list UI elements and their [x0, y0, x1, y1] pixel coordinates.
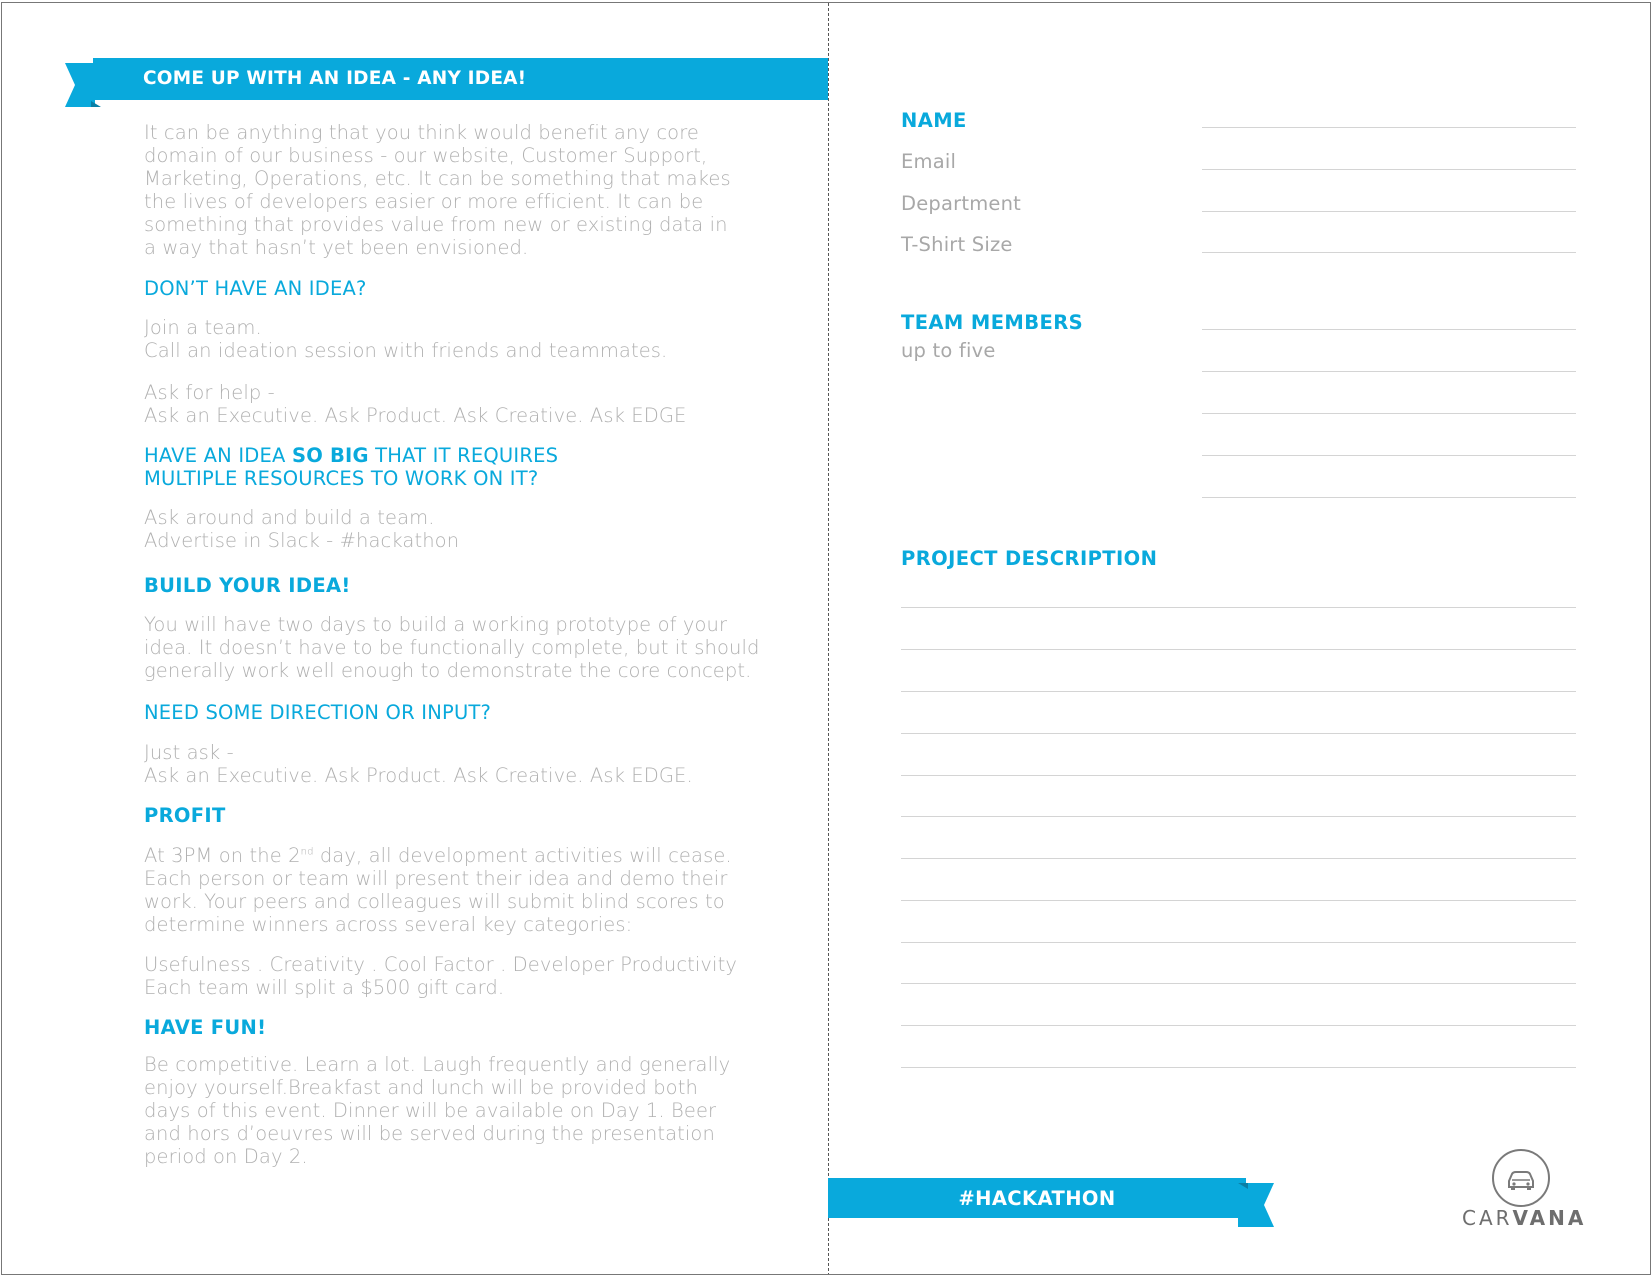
description-line[interactable]	[901, 691, 1576, 692]
direction-heading: NEED SOME DIRECTION OR INPUT?	[144, 701, 492, 724]
description-line[interactable]	[901, 733, 1576, 734]
big-idea-heading-pre: HAVE AN IDEA	[144, 444, 292, 467]
build-text: You will have two days to build a working prototype of your idea. It doesn’t have to be functionally complete, but it should generally work well enough to demonstrate the core concept.	[144, 613, 760, 682]
profit-heading: PROFIT	[144, 804, 226, 827]
no-idea-heading: DON’T HAVE AN IDEA?	[144, 277, 367, 300]
title-banner	[93, 58, 828, 100]
description-line[interactable]	[901, 983, 1576, 984]
team-member-line[interactable]	[1202, 455, 1576, 456]
team-members-sub: up to five	[901, 339, 996, 362]
description-line[interactable]	[901, 900, 1576, 901]
ribbon-tail-icon	[65, 63, 101, 107]
profit-line-1-sup: nd	[300, 846, 314, 858]
description-line[interactable]	[901, 816, 1576, 817]
department-label: Department	[901, 192, 1021, 215]
logo-text-light: CAR	[1462, 1206, 1513, 1230]
name-line[interactable]	[1202, 127, 1576, 128]
description-line[interactable]	[901, 1067, 1576, 1068]
no-idea-text-2: Ask for help - Ask an Executive. Ask Product. Ask Creative. Ask EDGE	[144, 381, 687, 427]
description-line[interactable]	[901, 858, 1576, 859]
big-idea-heading-bold: SO BIG	[291, 444, 369, 467]
profit-line-1-post: day, all development activities will cease.	[313, 844, 732, 867]
team-members-label: TEAM MEMBERS	[901, 311, 1084, 334]
team-member-line[interactable]	[1202, 413, 1576, 414]
profit-categories-text: Usefulness . Creativity . Cool Factor . Developer Productivity Each team will split a $500 gift card.	[144, 953, 737, 999]
big-idea-heading	[144, 444, 558, 490]
big-idea-text: Ask around and build a team. Advertise in Slack - #hackathon	[144, 506, 460, 552]
big-idea-heading-line2: MULTIPLE RESOURCES TO WORK ON IT?	[144, 467, 539, 490]
intro-paragraph: It can be anything that you think would benefit any core domain of our business - our website, Customer Support, Marketing, Operations, etc. It can be something that makes the lives of developers easier or more efficient. It can be something that provides value from new or existing data in a way that hasn’t yet been envisioned.	[144, 121, 731, 259]
description-line[interactable]	[901, 775, 1576, 776]
description-line[interactable]	[901, 649, 1576, 650]
car-logo-icon	[1492, 1149, 1550, 1207]
description-line[interactable]	[901, 942, 1576, 943]
description-line[interactable]	[901, 1025, 1576, 1026]
booklet-spread	[1, 2, 1651, 1275]
email-label: Email	[901, 150, 957, 173]
hackathon-banner-text: #HACKATHON	[958, 1187, 1116, 1210]
banner-title: COME UP WITH AN IDEA - ANY IDEA!	[143, 68, 527, 89]
ribbon-tail-icon	[1238, 1183, 1274, 1227]
logo-text-bold: VANA	[1512, 1206, 1587, 1230]
description-line[interactable]	[901, 607, 1576, 608]
carvana-logo	[1462, 1206, 1586, 1230]
profit-text: Each person or team will present their idea and demo their work. Your peers and colleagues will submit blind scores to determine winners across several key categories:	[144, 867, 728, 936]
direction-text: Just ask - Ask an Executive. Ask Product. Ask Creative. Ask EDGE.	[144, 741, 693, 787]
profit-line-1-pre: At 3PM on the 2	[144, 844, 301, 867]
profit-line-1	[144, 844, 732, 867]
fun-heading: HAVE FUN!	[144, 1016, 267, 1039]
big-idea-heading-post: THAT IT REQUIRES	[368, 444, 559, 467]
build-heading: BUILD YOUR IDEA!	[144, 574, 351, 597]
team-member-line[interactable]	[1202, 371, 1576, 372]
project-description-label: PROJECT DESCRIPTION	[901, 547, 1158, 570]
fun-text: Be competitive. Learn a lot. Laugh frequently and generally enjoy yourself.Breakfast and lunch will be provided both days of this event. Dinner will be available on Day 1. Beer and hors d’oeuvres will be served during the presentation period on Day 2.	[144, 1053, 731, 1168]
team-member-line[interactable]	[1202, 329, 1576, 330]
tshirt-line[interactable]	[1202, 252, 1576, 253]
hackathon-banner	[828, 1178, 1246, 1218]
email-line[interactable]	[1202, 169, 1576, 170]
name-label: NAME	[901, 109, 967, 132]
center-fold-line	[828, 3, 829, 1275]
team-member-line[interactable]	[1202, 497, 1576, 498]
department-line[interactable]	[1202, 211, 1576, 212]
tshirt-label: T-Shirt Size	[901, 233, 1013, 256]
no-idea-text-1: Join a team. Call an ideation session with friends and teammates.	[144, 316, 668, 362]
